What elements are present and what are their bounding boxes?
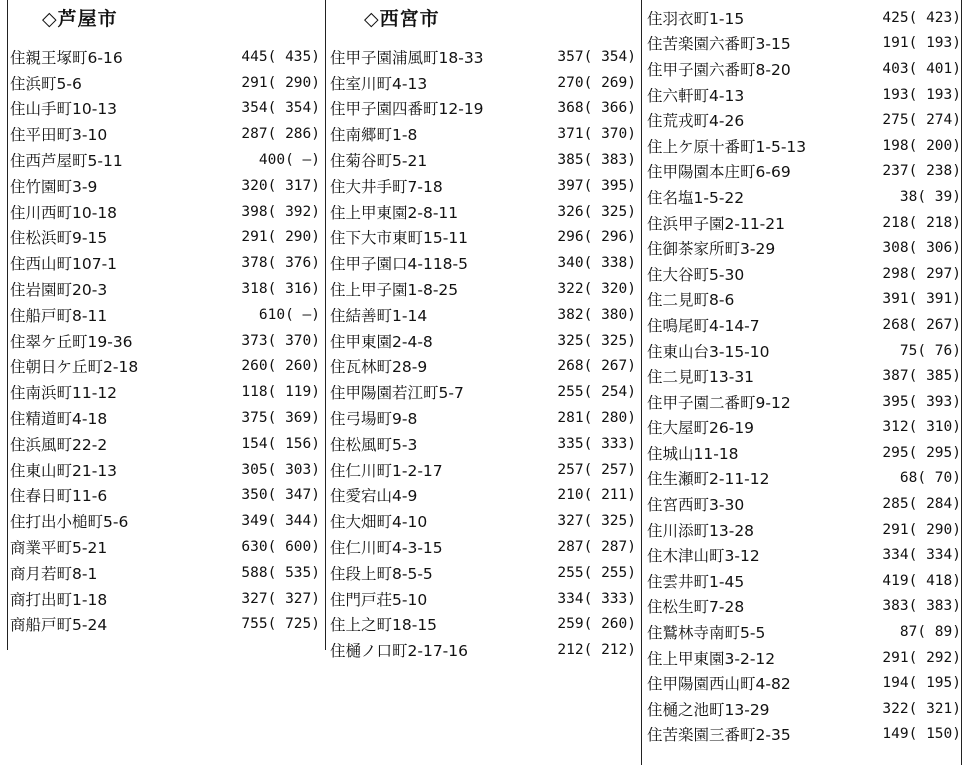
price-value: 340( 338) [557,255,636,272]
price-value: 325( 325) [557,332,636,349]
address-label: 住親王塚町6-16 [10,48,123,67]
address-label: 住西芦屋町5-11 [10,152,123,171]
list-item [330,276,636,302]
price-value: 322( 320) [557,281,636,298]
price-value: 387( 385) [882,368,961,385]
price-value: 371( 370) [557,126,636,143]
price-value: 357( 354) [557,48,636,65]
list-item [647,56,961,82]
list-item [647,210,961,236]
price-value: 257( 257) [557,461,636,478]
price-list [647,5,961,747]
price-value: 403( 401) [882,60,961,77]
list-item [10,199,320,225]
price-value: 87( 89) [899,624,961,641]
address-label: 住結善町1-14 [330,306,428,325]
price-value: 755( 725) [241,616,320,633]
list-item [330,612,636,638]
price-value: 334( 333) [557,590,636,607]
address-label: 住上ケ原十番町1-5-13 [647,137,807,156]
address-label: 住大畑町4-10 [330,513,428,532]
list-item [647,261,961,287]
list-item [647,159,961,185]
address-label: 住名塩1-5-22 [647,188,745,207]
price-value: 270( 269) [557,74,636,91]
list-item [647,722,961,748]
address-label: 住大谷町5-30 [647,265,745,284]
address-label: 商打出町1-18 [10,590,108,609]
list-item [10,44,320,70]
address-label: 住松浜町9-15 [10,229,108,248]
price-value: 237( 238) [882,163,961,180]
price-list [330,44,636,663]
price-value: 287( 286) [241,126,320,143]
address-label: 住翠ケ丘町19-36 [10,332,133,351]
list-item [10,379,320,405]
price-value: 281( 280) [557,410,636,427]
column-ashiya [10,0,320,637]
list-item [10,173,320,199]
price-value: 291( 290) [241,229,320,246]
price-value: 588( 535) [241,564,320,581]
address-label: 住朝日ケ丘町2-18 [10,358,139,377]
price-value: 385( 383) [557,152,636,169]
price-value: 255( 255) [557,564,636,581]
list-item [10,431,320,457]
list-item [10,534,320,560]
city-heading: ◇芦屋市 [42,8,118,30]
address-label: 住木津山町3-12 [647,547,760,566]
price-value: 298( 297) [882,265,961,282]
price-value: 305( 303) [241,461,320,478]
list-item [330,147,636,173]
price-value: 296( 296) [557,229,636,246]
address-label: 住西山町107-1 [10,255,118,274]
price-value: 259( 260) [557,616,636,633]
price-value: 395( 393) [882,393,961,410]
address-label: 住浜甲子園2-11-21 [647,214,785,233]
price-value: 75( 76) [899,342,961,359]
list-item [10,354,320,380]
address-label: 住上甲東園2-8-11 [330,203,459,222]
price-value: 291( 292) [882,649,961,666]
price-list [10,44,320,637]
price-value: 285( 284) [882,496,961,513]
list-item [10,276,320,302]
price-value: 327( 327) [241,590,320,607]
list-item [10,96,320,122]
address-label: 住室川町4-13 [330,74,428,93]
price-value: 445( 435) [241,48,320,65]
address-label: 住平田町3-10 [10,126,108,145]
price-value: 149( 150) [882,726,961,743]
price-value: 212( 212) [557,642,636,659]
price-value: 610( ―) [258,306,320,323]
column-nishinomiya-continued [647,0,961,747]
list-item [647,696,961,722]
address-label: 商業平町5-21 [10,539,108,558]
address-label: 住羽衣町1-15 [647,9,745,28]
address-label: 住松生町7-28 [647,598,745,617]
address-label: 住甲子園口4-118-5 [330,255,468,274]
address-label: 住大屋町26-19 [647,419,755,438]
address-label: 住上之町18-15 [330,616,438,635]
address-label: 住岩園町20-3 [10,281,108,300]
city-heading: ◇西宮市 [364,8,440,30]
price-value: 218( 218) [882,214,961,231]
address-label: 住南浜町11-12 [10,384,118,403]
address-label: 住甲陽園若江町5-7 [330,384,464,403]
price-value: 373( 370) [241,332,320,349]
list-item [647,440,961,466]
price-value: 383( 383) [882,598,961,615]
price-value: 397( 395) [557,177,636,194]
list-item [647,82,961,108]
list-item [330,560,636,586]
price-value: 291( 290) [882,521,961,538]
address-label: 住門戸荘5-10 [330,590,428,609]
address-label: 住松風町5-3 [330,435,418,454]
column-divider [325,0,326,650]
list-item [647,619,961,645]
list-item [10,147,320,173]
list-item [647,338,961,364]
price-value: 327( 325) [557,513,636,530]
list-item [647,594,961,620]
list-item [330,508,636,534]
list-item [330,199,636,225]
price-value: 268( 267) [557,358,636,375]
list-item [647,517,961,543]
list-item [330,457,636,483]
list-item [330,70,636,96]
list-item [330,483,636,509]
price-value: 368( 366) [557,100,636,117]
address-label: 住弓場町9-8 [330,410,418,429]
address-label: 住苦楽園六番町3-15 [647,35,791,54]
list-item [10,121,320,147]
price-value: 154( 156) [241,435,320,452]
list-item [330,328,636,354]
list-item [647,415,961,441]
list-item [10,302,320,328]
price-value: 198( 200) [882,137,961,154]
price-value: 287( 287) [557,539,636,556]
address-label: 住上甲東園3-2-12 [647,649,776,668]
price-value: 391( 391) [882,291,961,308]
list-item [330,225,636,251]
list-item [10,586,320,612]
price-value: 375( 369) [241,410,320,427]
address-label: 住東山町21-13 [10,461,118,480]
address-label: 住宮西町3-30 [647,496,745,515]
address-label: 住上甲子園1-8-25 [330,281,459,300]
list-item [647,491,961,517]
price-value: 275( 274) [882,112,961,129]
price-value: 630( 600) [241,539,320,556]
price-value: 398( 392) [241,203,320,220]
address-label: 住仁川町4-3-15 [330,539,443,558]
address-label: 住段上町8-5-5 [330,564,433,583]
price-value: 334( 334) [882,547,961,564]
address-label: 住二見町13-31 [647,368,755,387]
address-label: 住仁川町1-2-17 [330,461,443,480]
list-item [647,312,961,338]
address-label: 住甲陽園西山町4-82 [647,675,791,694]
price-value: 118( 119) [241,384,320,401]
price-value: 291( 290) [241,74,320,91]
address-label: 住下大市東町15-11 [330,229,469,248]
list-item [647,31,961,57]
list-item [10,483,320,509]
list-item [330,586,636,612]
list-item [330,173,636,199]
list-item [10,250,320,276]
address-label: 住打出小槌町5-6 [10,513,129,532]
list-item [10,560,320,586]
list-item [647,363,961,389]
address-label: 住川西町10-18 [10,203,118,222]
list-item [330,250,636,276]
list-item [330,405,636,431]
price-value: 260( 260) [241,358,320,375]
list-item [330,379,636,405]
list-item [330,354,636,380]
address-label: 住竹園町3-9 [10,177,98,196]
price-value: 400( ―) [258,152,320,169]
price-value: 378( 376) [241,255,320,272]
price-value: 268( 267) [882,316,961,333]
price-value: 350( 347) [241,487,320,504]
list-item [647,184,961,210]
price-value: 382( 380) [557,306,636,323]
list-item [330,44,636,70]
list-item [647,235,961,261]
list-item [647,542,961,568]
price-value: 425( 423) [882,9,961,26]
list-item [10,405,320,431]
address-label: 住浜町5-6 [10,74,82,93]
list-item [330,121,636,147]
price-value: 354( 354) [241,100,320,117]
price-value: 322( 321) [882,700,961,717]
address-label: 住鷲林寺南町5-5 [647,624,766,643]
price-value: 38( 39) [899,188,961,205]
list-item [330,302,636,328]
address-label: 住甲東園2-4-8 [330,332,433,351]
price-value: 210( 211) [557,487,636,504]
list-item [647,645,961,671]
price-value: 308( 306) [882,240,961,257]
list-item [647,107,961,133]
price-value: 320( 317) [241,177,320,194]
address-label: 住菊谷町5-21 [330,152,428,171]
list-item [10,612,320,638]
list-item [10,508,320,534]
address-label: 住東山台3-15-10 [647,342,770,361]
list-item [10,457,320,483]
address-label: 住春日町11-6 [10,487,108,506]
list-item [10,328,320,354]
price-value: 68( 70) [899,470,961,487]
address-label: 住甲子園二番町9-12 [647,393,791,412]
list-item [330,637,636,663]
address-label: 住南郷町1-8 [330,126,418,145]
list-item [10,225,320,251]
address-label: 住浜風町22-2 [10,435,108,454]
price-value: 255( 254) [557,384,636,401]
column-nishinomiya [330,0,636,663]
list-item [647,670,961,696]
address-label: 住瓦林町28-9 [330,358,428,377]
price-value: 349( 344) [241,513,320,530]
address-label: 住甲子園浦風町18-33 [330,48,484,67]
list-item [330,96,636,122]
price-value: 326( 325) [557,203,636,220]
price-value: 295( 295) [882,444,961,461]
address-label: 住御茶家所町3-29 [647,240,776,259]
address-label: 住鳴尾町4-14-7 [647,316,760,335]
list-item [10,70,320,96]
price-value: 419( 418) [882,572,961,589]
price-value: 191( 193) [882,35,961,52]
list-item [647,133,961,159]
address-label: 住樋ノ口町2-17-16 [330,642,468,661]
address-label: 住精道町4-18 [10,410,108,429]
list-item [647,287,961,313]
price-value: 335( 333) [557,435,636,452]
column-divider [7,0,8,650]
column-divider [961,0,962,765]
address-label: 商船戸町5-24 [10,616,108,635]
address-label: 住甲子園六番町8-20 [647,60,791,79]
list-item [647,466,961,492]
address-label: 住船戸町8-11 [10,306,108,325]
address-label: 商月若町8-1 [10,564,98,583]
list-item [647,389,961,415]
address-label: 住愛宕山4-9 [330,487,418,506]
address-label: 住川添町13-28 [647,521,755,540]
price-value: 318( 316) [241,281,320,298]
list-item [330,431,636,457]
address-label: 住甲子園四番町12-19 [330,100,484,119]
address-label: 住雲井町1-45 [647,572,745,591]
address-label: 住山手町10-13 [10,100,118,119]
price-value: 312( 310) [882,419,961,436]
address-label: 住荒戎町4-26 [647,112,745,131]
price-value: 193( 193) [882,86,961,103]
address-label: 住樋之池町13-29 [647,700,770,719]
address-label: 住苦楽園三番町2-35 [647,726,791,745]
price-value: 194( 195) [882,675,961,692]
list-item [647,5,961,31]
address-label: 住大井手町7-18 [330,177,443,196]
list-item [647,568,961,594]
list-item [330,534,636,560]
address-label: 住甲陽園本庄町6-69 [647,163,791,182]
column-divider [641,0,642,765]
address-label: 住生瀬町2-11-12 [647,470,770,489]
address-label: 住城山11-18 [647,444,739,463]
address-label: 住二見町8-6 [647,291,735,310]
address-label: 住六軒町4-13 [647,86,745,105]
